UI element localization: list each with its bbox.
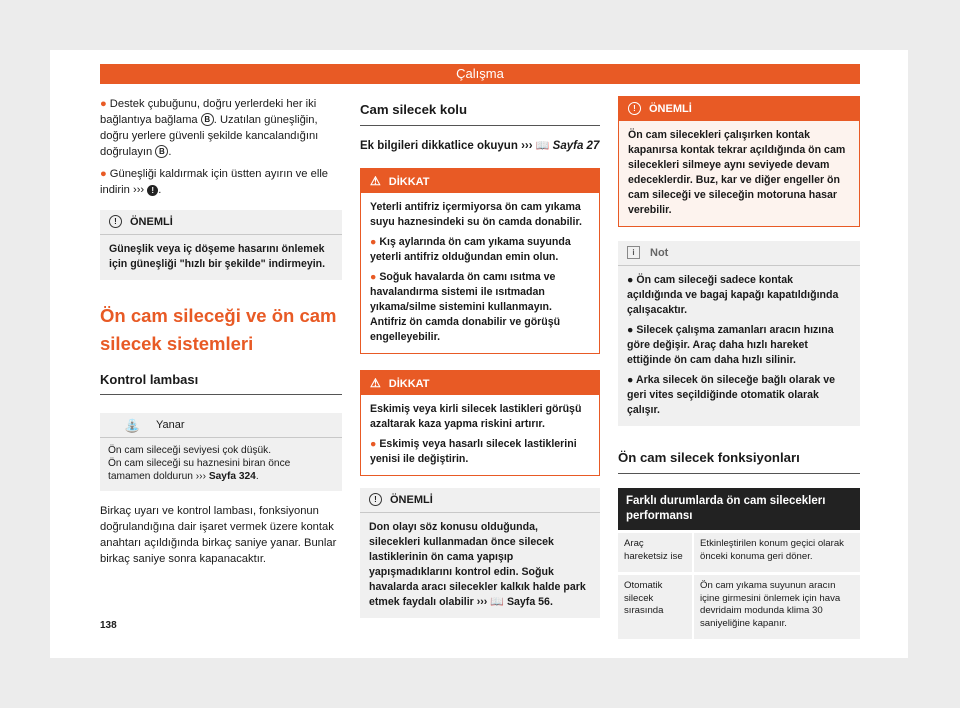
exclamation-icon: ! bbox=[369, 493, 382, 506]
table-row: Otomatik silecek sırasında Ön cam yıkama suyunun aracın içine girmesini önlemek için hava devridaim modunda klima 30 saniyeliğine kapanır. bbox=[618, 574, 860, 640]
list-item: ● Arka silecek ön sileceğe bağlı olarak ve geri vites seçildiğinde otomatik olarak çalışır. bbox=[627, 374, 835, 416]
column-3 bbox=[618, 96, 860, 639]
table-row: Araç hareketsiz ise Etkinleştirilen konum geçici olarak önceki konuma geri döner. bbox=[618, 532, 860, 574]
column-title: Cam silecek kolu bbox=[360, 102, 600, 126]
column-1 bbox=[100, 96, 342, 567]
list-item: ● Soğuk havalarda ön camı ısıtma ve havalandırma sistemi ile ısıtmadan yıkama/silme sistemini kullanmayın. Antifriz ön camda donabilir ve görüşü engelleyebilir. bbox=[370, 271, 561, 343]
notice-box: ! ÖNEMLİ Güneşlik veya iç döşeme hasarını önlemek için güneşliği "hızlı bir şekilde" indirmeyin. bbox=[100, 210, 342, 280]
warning-box-1: ⚠ DİKKAT Yeterli antifriz içermiyorsa ön cam yıkama suyu haznesindeki su ön camda donabilir. ● Kış aylarında ön cam yıkama suyunda yeterli antifriz olduğundan emin olun. ● Soğuk havalarda ön camı ısıtma ve havalandırma sistemi ile ısıtmadan yıkama/silme sistemini kullanmayın. Antifriz ön camda donabilir ve görüşü engelleyebilir. bbox=[360, 168, 600, 354]
function-table bbox=[618, 488, 860, 639]
column-2 bbox=[360, 96, 600, 618]
page-ref-link[interactable]: Sayfa 324 bbox=[208, 471, 256, 482]
list-item: ● Ön cam sileceği sadece kontak açıldığında ve bagaj kapağı kapatıldığında çalışacaktır. bbox=[627, 274, 839, 316]
warning-triangle-icon: ⚠ bbox=[370, 376, 381, 390]
warning-triangle-icon: ⚠ bbox=[370, 174, 381, 188]
subsection-title: Kontrol lambası bbox=[100, 372, 342, 395]
marker-b: B bbox=[155, 145, 168, 158]
bullet-2: ● Güneşliği kaldırmak için üstten ayırın ve elle indirin ››› ! . bbox=[100, 168, 329, 196]
section-title: Ön cam sileceği ve ön cam silecek sistemleri bbox=[100, 305, 337, 354]
book-icon: 📖 bbox=[535, 140, 550, 152]
list-item: ● Eskimiş veya hasarlı silecek lastiklerini yenisi ile değiştirin. bbox=[370, 438, 577, 465]
page-ref-link[interactable]: Sayfa 27 bbox=[552, 140, 600, 152]
section-title: Ön cam silecek fonksiyonları bbox=[618, 450, 860, 474]
note-box: i Not ● Ön cam sileceği sadece kontak açıldığında ve bagaj kapağı kapatıldığında çalışacaktır. ● Silecek çalışma zamanları aracın hızına göre değişir. Araç daha hızlı hareket ettiğinde ön cam daha hızlı silinir. ● Arka silecek ön sileceğe bağlı olarak ve geri vites seçildiğinde otomatik olarak çalışır. bbox=[618, 241, 860, 426]
bullet-1: ● Destek çubuğunu, doğru yerlerdeki her iki bağlantıya bağlama B . Uzatılan güneşliğin, doğru yerlere güvenli şekilde kancalandığını doğrulayın B . bbox=[100, 98, 319, 158]
washer-fluid-icon: ⛲ bbox=[124, 418, 141, 433]
table-header: Farklı durumlarda ön cam sileceklerı performansı bbox=[618, 488, 860, 532]
list-item: ● Silecek çalışma zamanları aracın hızına göre değişir. Araç daha hızlı hareket ettiğinde ön cam daha hızlı silinir. bbox=[627, 324, 834, 366]
notice-box-orange: ! ÖNEMLİ Ön cam silecekleri çalışırken kontak kapanırsa kontak tekrar açıldığında ön cam silecekleri silmeye aynı seviyede devam edeceklerdir. Buz, kar ve diğer engeller ön cam sileceği ve sileceğin motoruna hasar verebilir. bbox=[618, 96, 860, 227]
exclamation-icon: ! bbox=[628, 102, 641, 115]
info-icon: i bbox=[627, 246, 640, 259]
list-item: ● Kış aylarında ön cam yıkama suyunda yeterli antifriz olduğundan emin olun. bbox=[370, 236, 571, 263]
body-paragraph: Birkaç uyarı ve kontrol lambası, fonksiyonun doğrulandığına dair işaret vermek üzere kontak anahtarı açıldığında birkaç saniye yanar. Bunlar birkaç saniye sonra kapanacaktır. bbox=[100, 505, 337, 565]
book-icon: 📖 bbox=[490, 596, 504, 608]
info-icon: ! bbox=[147, 185, 158, 196]
control-lamp-table: ⛲ Yanar Ön cam sileceği seviyesi çok düşük. Ön cam sileceği su haznesini biran önce tamamen doldurun ››› Sayfa 324. bbox=[100, 413, 342, 491]
marker-b: B bbox=[201, 113, 214, 126]
notice-box: ! ÖNEMLİ Don olayı söz konusu olduğunda, silecekleri kullanmadan önce silecek lastiklerinin ön cama yapışıp yapışmadıklarını kontrol edin. Soğuk havalarda aracı silecekler kalkık halde park etmek faydalı olabilir ››› 📖 Sayfa 56. bbox=[360, 488, 600, 618]
section-header: Çalışma bbox=[100, 64, 860, 84]
arrows: ››› bbox=[132, 184, 145, 196]
exclamation-icon: ! bbox=[109, 215, 122, 228]
page-ref-link[interactable]: Sayfa 56. bbox=[506, 596, 553, 608]
warning-box-2: ⚠ DİKKAT Eskimiş veya kirli silecek lastikleri görüşü azaltarak kaza yapma riskini artırır. ● Eskimiş veya hasarlı silecek lastiklerini yenisi ile değiştirin. bbox=[360, 370, 600, 476]
intro-line: Ek bilgileri dikkatlice okuyun ››› 📖 Sayfa 27 bbox=[360, 140, 600, 152]
page-number: 138 bbox=[100, 620, 117, 631]
